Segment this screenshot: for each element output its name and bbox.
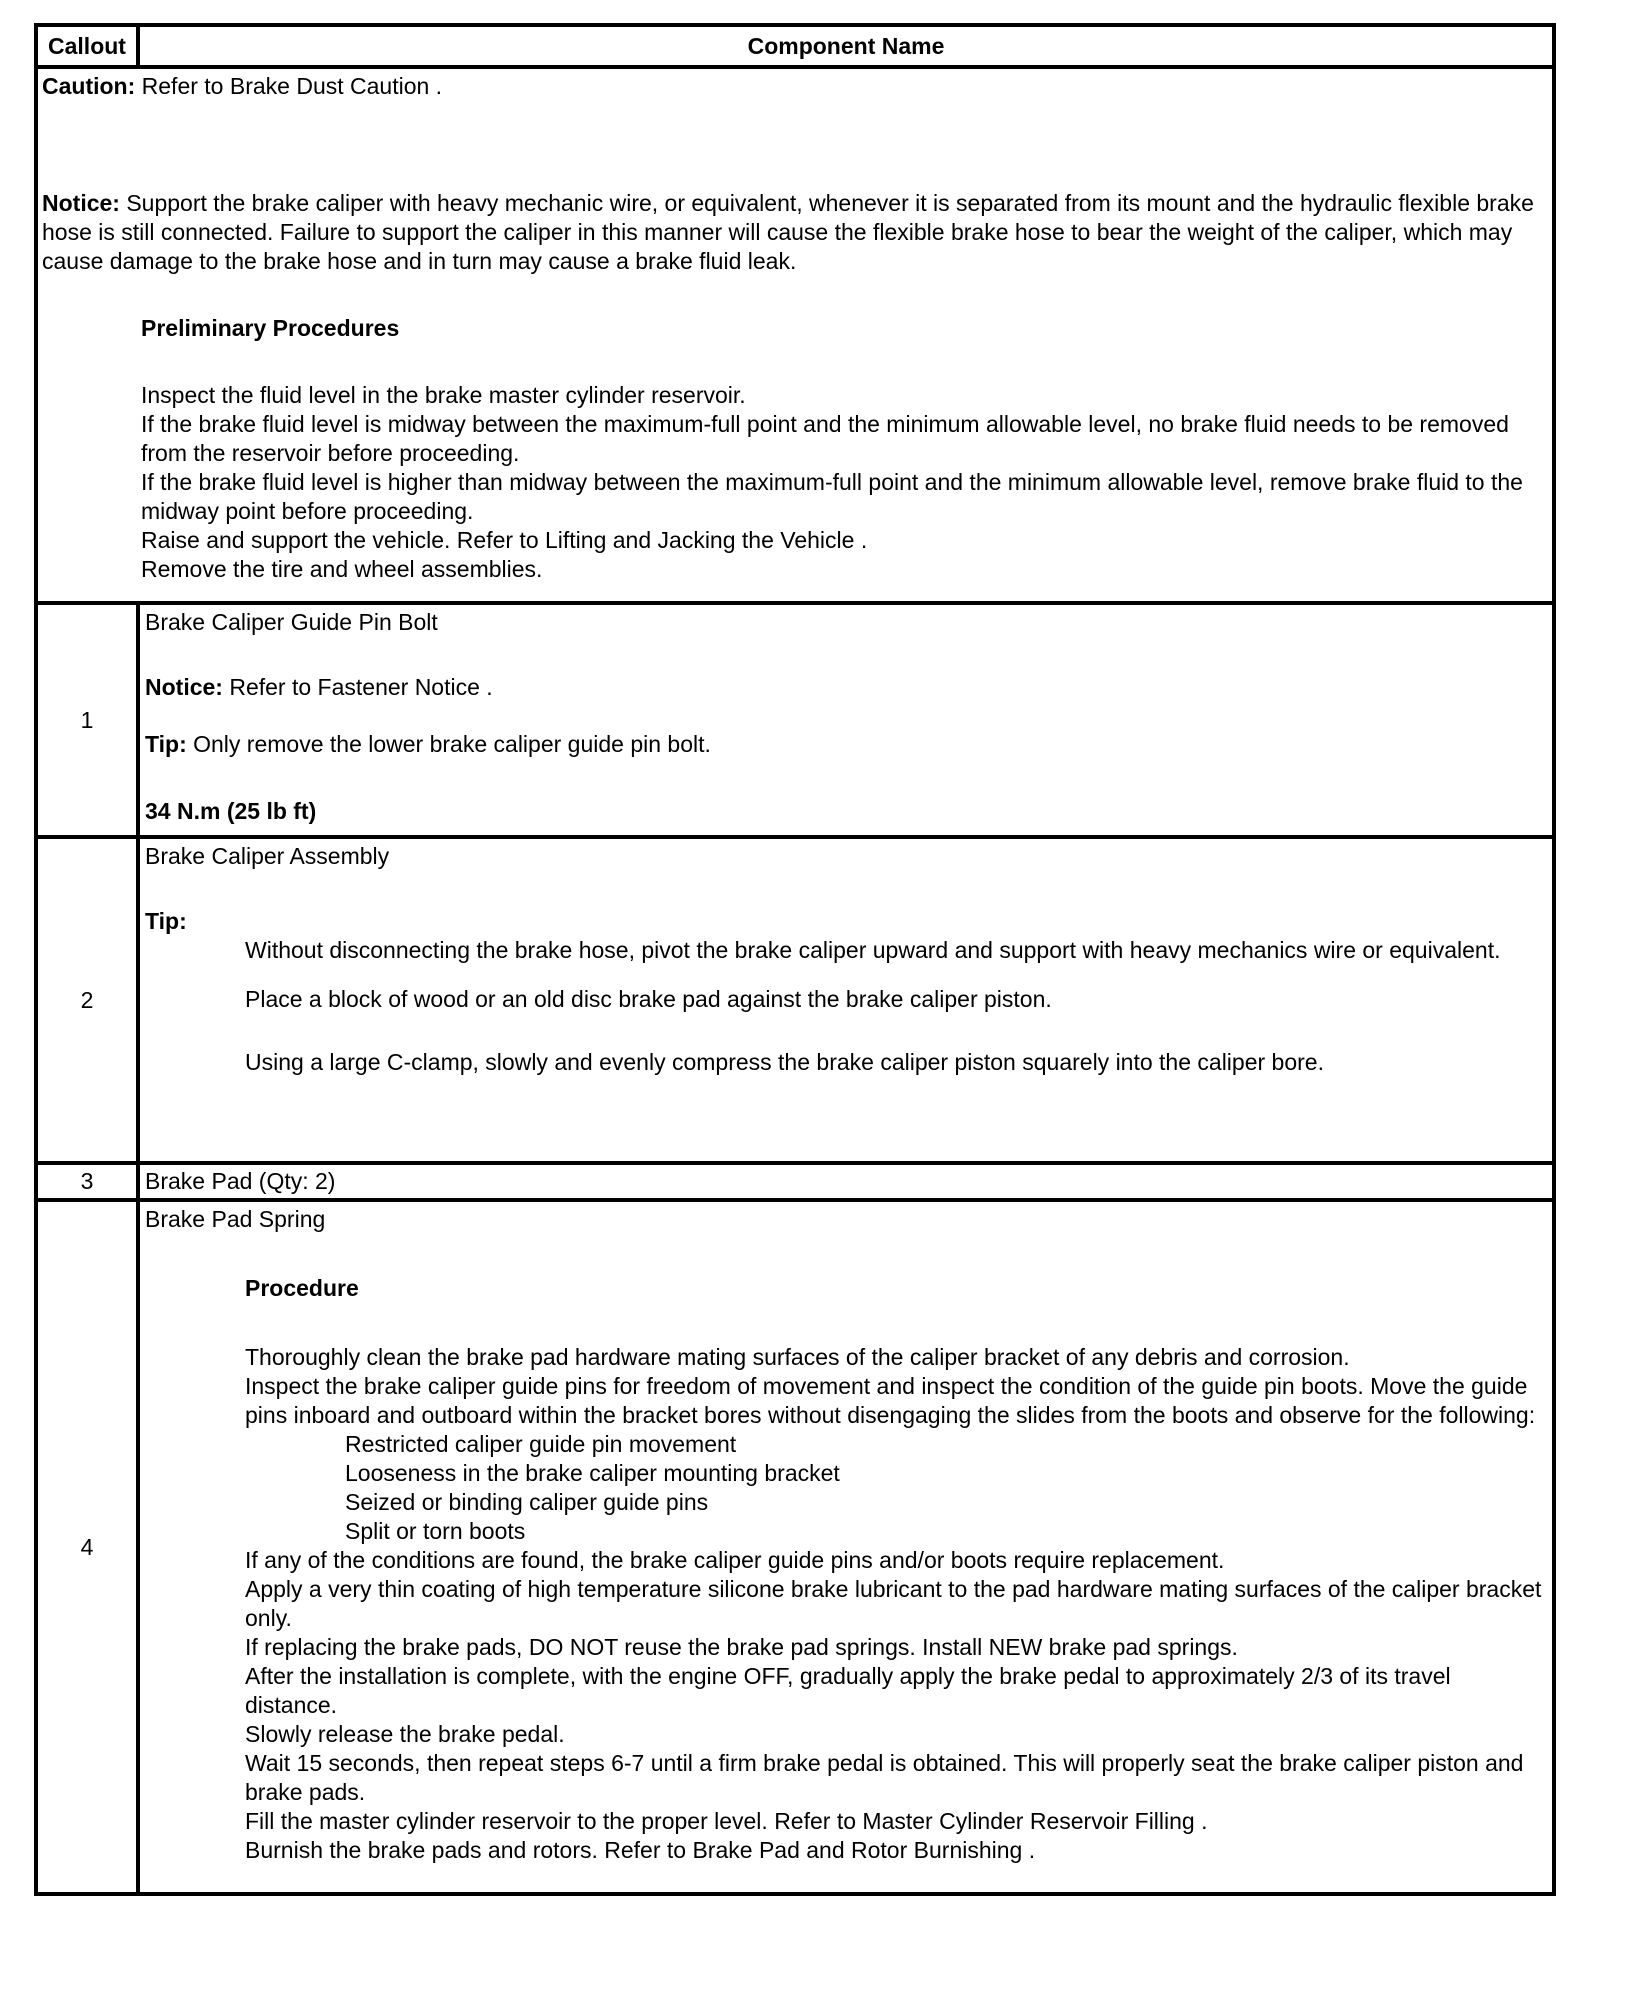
intro-cell xyxy=(38,69,1552,587)
procedure-heading: Procedure xyxy=(245,1275,359,1301)
table-row xyxy=(36,1200,1554,1894)
tip-text: Only remove the lower brake caliper guide pin bolt. xyxy=(186,731,711,757)
prelim-step: Raise and support the vehicle. Refer to Lifting and Jacking the Vehicle . xyxy=(141,527,868,553)
tip-item: Without disconnecting the brake hose, pivot the brake caliper upward and support with heavy mechanics wire or equivalent. xyxy=(245,937,1501,963)
caution-label: Caution: xyxy=(42,73,136,99)
caution-text: Refer to Brake Dust Caution . xyxy=(135,73,443,99)
callout-number: 1 xyxy=(36,603,138,837)
tip-list xyxy=(145,936,1547,1077)
condition-item: Split or torn boots xyxy=(345,1518,526,1544)
preliminary-heading: Preliminary Procedures xyxy=(141,315,400,341)
tip-paragraph xyxy=(145,730,1547,759)
procedure-step: Fill the master cylinder reservoir to the proper level. Refer to Master Cylinder Reservoir Filling . xyxy=(245,1808,1208,1834)
procedure-step: Inspect the brake caliper guide pins for freedom of movement and inspect the condition of the guide pin boots. Move the guide pins inboard and outboard within the bracket bores without disengaging the slides from the boots and observe for the following: xyxy=(245,1373,1536,1428)
tip-label: Tip: xyxy=(145,908,187,934)
header-component-name: Component Name xyxy=(138,25,1554,67)
component-name: Brake Caliper Assembly xyxy=(145,843,390,869)
tip-item: Using a large C-clamp, slowly and evenly compress the brake caliper piston squarely into the caliper bore. xyxy=(245,1049,1324,1075)
table-row xyxy=(36,837,1554,1163)
header-row xyxy=(36,25,1554,67)
table-row xyxy=(36,603,1554,837)
notice-paragraph xyxy=(145,673,1547,702)
condition-item: Looseness in the brake caliper mounting bracket xyxy=(345,1460,840,1486)
preliminary-procedures xyxy=(42,314,1548,584)
header-callout: Callout xyxy=(36,25,138,67)
procedure-step: Apply a very thin coating of high temperature silicone brake lubricant to the pad hardware mating surfaces of the caliper bracket only. xyxy=(245,1576,1542,1631)
procedure-step: If replacing the brake pads, DO NOT reuse the brake pad springs. Install NEW brake pad springs. xyxy=(245,1634,1238,1660)
procedure-step: Slowly release the brake pedal. xyxy=(245,1721,565,1747)
condition-item: Restricted caliper guide pin movement xyxy=(345,1431,737,1457)
prelim-step: If the brake fluid level is higher than midway between the maximum-full point and the minimum allowable level, remove brake fluid to the midway point before proceeding. xyxy=(141,469,1523,524)
procedure-step: Wait 15 seconds, then repeat steps 6-7 until a firm brake pedal is obtained. This will properly seat the brake caliper piston and brake pads. xyxy=(245,1750,1524,1805)
prelim-step: If the brake fluid level is midway between the maximum-full point and the minimum allowable level, no brake fluid needs to be removed from the reservoir before proceeding. xyxy=(141,411,1509,466)
procedure-table xyxy=(34,23,1556,1896)
tip-label: Tip: xyxy=(145,731,187,757)
caution-paragraph xyxy=(42,72,1548,101)
prelim-step: Inspect the fluid level in the brake master cylinder reservoir. xyxy=(141,382,746,408)
torque-spec: 34 N.m (25 lb ft) xyxy=(145,798,317,824)
procedure-step: Burnish the brake pads and rotors. Refer to Brake Pad and Rotor Burnishing . xyxy=(245,1837,1036,1863)
prelim-step: Remove the tire and wheel assemblies. xyxy=(141,556,543,582)
notice-label: Notice: xyxy=(145,674,223,700)
component-name: Brake Caliper Guide Pin Bolt xyxy=(145,609,438,635)
tip-item: Place a block of wood or an old disc brake pad against the brake caliper piston. xyxy=(245,986,1052,1012)
table-row xyxy=(36,1163,1554,1200)
component-name: Brake Pad Spring xyxy=(145,1206,326,1232)
component-name: Brake Pad (Qty: 2) xyxy=(145,1168,336,1194)
condition-item: Seized or binding caliper guide pins xyxy=(345,1489,709,1515)
notice-label: Notice: xyxy=(42,190,120,216)
notice-text: Support the brake caliper with heavy mechanic wire, or equivalent, whenever it is separated from its mount and the hydraulic flexible brake hose is still connected. Failure to support the caliper in this manner will cause the flexible brake hose to bear the weight of the caliper, which may cause damage to the brake hose and in turn may cause a brake fluid leak. xyxy=(42,190,1534,274)
intro-row xyxy=(36,67,1554,603)
callout-number: 3 xyxy=(36,1163,138,1200)
procedure-step: After the installation is complete, with the engine OFF, gradually apply the brake pedal to approximately 2/3 of its travel distance. xyxy=(245,1663,1451,1718)
procedure-step: Thoroughly clean the brake pad hardware mating surfaces of the caliper bracket of any debris and corrosion. xyxy=(245,1344,1350,1370)
notice-paragraph xyxy=(42,189,1548,276)
callout-number: 4 xyxy=(36,1200,138,1894)
callout-number: 2 xyxy=(36,837,138,1163)
procedure-step: If any of the conditions are found, the brake caliper guide pins and/or boots require replacement. xyxy=(245,1547,1225,1573)
procedure-block xyxy=(145,1234,1547,1865)
condition-list xyxy=(245,1430,1547,1546)
notice-text: Refer to Fastener Notice . xyxy=(222,674,493,700)
